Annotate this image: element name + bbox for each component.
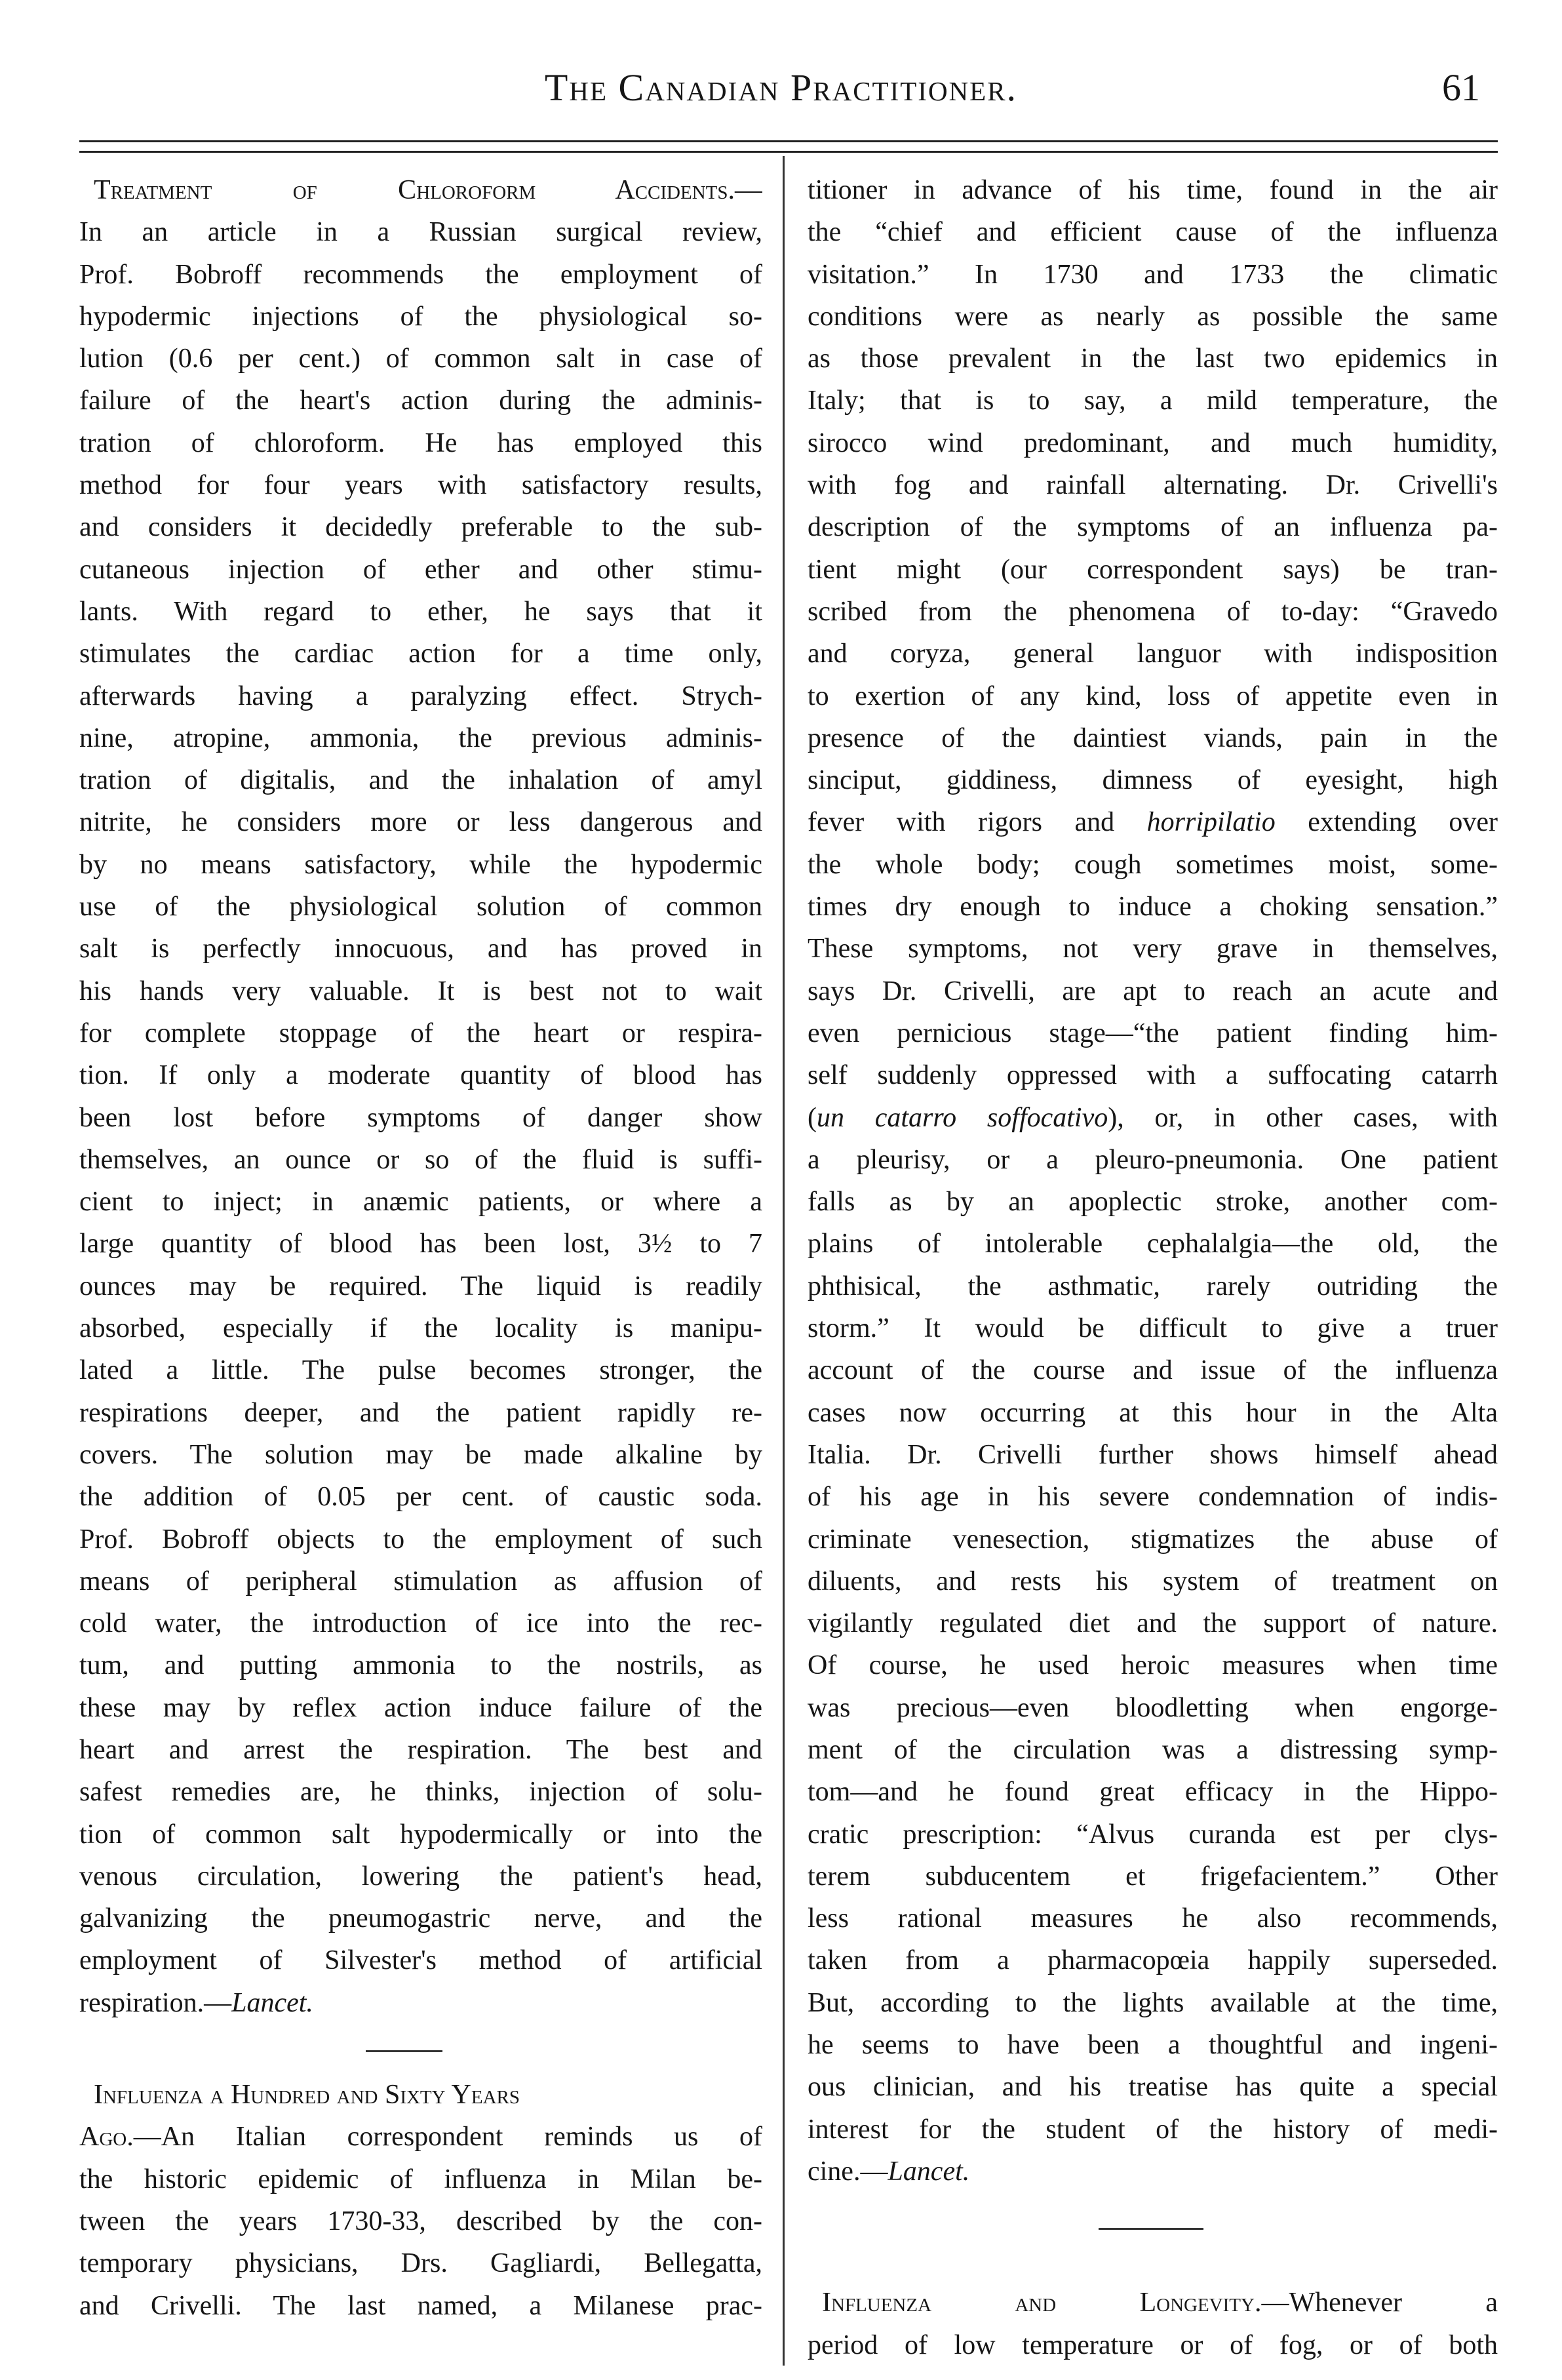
article-heading-line (79, 2074, 762, 2116)
text-line: tom—and he found great efficacy in the Hippo- (808, 1777, 1498, 1808)
italic-term: un catarro soffocativo (817, 1102, 1108, 1133)
article-heading: Influenza and Longevity. (822, 2288, 1262, 2318)
text-line: cold water, the introduction of ice into the rec- (79, 1608, 762, 1639)
text-line: tum, and putting ammonia to the nostrils, as (79, 1650, 762, 1681)
text-line: hypodermic injections of the physiological so- (79, 301, 762, 332)
text-line (79, 1982, 762, 2024)
text-line: These symptoms, not very grave in themselves, (808, 934, 1498, 964)
header-rule-bottom (79, 151, 1498, 153)
text-line: criminate venesection, stigmatizes the abuse of (808, 1524, 1498, 1555)
text-line: sirocco wind predominant, and much humidity, (808, 427, 1498, 458)
text-line (808, 801, 1498, 843)
text-line: tween the years 1730-33, described by the con- (79, 2206, 762, 2236)
text-line: terem subducentem et frigefacientem.” Other (808, 1861, 1498, 1892)
text-line: lated a little. The pulse becomes stronger, the (79, 1355, 762, 1386)
text-line (808, 2151, 1498, 2192)
text-line: Italy; that is to say, a mild temperature, the (808, 386, 1498, 416)
text-line: the “chief and efficient cause of the influenza (808, 217, 1498, 248)
text-line: In an article in a Russian surgical review, (79, 217, 762, 248)
text-line: these may by reflex action induce failure of the (79, 1692, 762, 1723)
article-body (808, 844, 1498, 1097)
text-line: tion of common salt hypodermically or into the (79, 1819, 762, 1850)
line-text: cine.— (808, 2156, 888, 2187)
text-line: ous clinician, and his treatise has quite a special (808, 2072, 1498, 2103)
article-body (79, 211, 762, 1981)
text-line: ounces may be required. The liquid is readily (79, 1271, 762, 1301)
line-text: —An Italian correspondent reminds us of (133, 2122, 762, 2152)
article-body (79, 2158, 762, 2327)
text-line: description of the symptoms of an influenza pa- (808, 512, 1498, 543)
text-line: says Dr. Crivelli, are apt to reach an acute and (808, 976, 1498, 1006)
text-line: nine, atropine, ammonia, the previous adminis- (79, 723, 762, 753)
text-line: method for four years with satisfactory results, (79, 470, 762, 501)
text-line: large quantity of blood has been lost, 3½ to 7 (79, 1229, 762, 1259)
text-line: phthisical, the asthmatic, rarely outriding the (808, 1271, 1498, 1301)
text-line: cient to inject; in anæmic patients, or where a (79, 1187, 762, 1218)
text-line: and Crivelli. The last named, a Milanese prac- (79, 2290, 762, 2321)
text-line: and considers it decidedly preferable to the sub- (79, 512, 762, 543)
text-line: cases now occurring at this hour in the Alta (808, 1397, 1498, 1428)
text-line: failure of the heart's action during the adminis- (79, 386, 762, 416)
text-line: temporary physicians, Drs. Gagliardi, Bellegatta, (79, 2248, 762, 2279)
text-line: the addition of 0.05 per cent. of caustic soda. (79, 1482, 762, 1513)
text-line: as those prevalent in the last two epidemics in (808, 344, 1498, 374)
text-line: safest remedies are, he thinks, injection of solu- (79, 1777, 762, 1808)
text-line: period of low temperature or of fog, or of both (808, 2330, 1498, 2360)
text-line: nitrite, he considers more or less dangerous and (79, 807, 762, 838)
text-line: conditions were as nearly as possible the same (808, 301, 1498, 332)
text-line: tient might (our correspondent says) be tran- (808, 554, 1498, 585)
text-line: with fog and rainfall alternating. Dr. Crivelli's (808, 470, 1498, 501)
text-line (808, 1097, 1498, 1139)
text-line: lution (0.6 per cent.) of common salt in case of (79, 344, 762, 374)
article-heading: Ago. (79, 2122, 134, 2152)
column-divider (783, 156, 785, 2366)
article-heading: Treatment of Chloroform Accidents.— (94, 175, 762, 205)
article-body (808, 169, 1498, 801)
text-line: Prof. Bobroff recommends the employment of (79, 259, 762, 290)
text-line: for complete stoppage of the heart or respira- (79, 1018, 762, 1048)
text-line: diluents, and rests his system of treatment on (808, 1566, 1498, 1597)
text-line: falls as by an apoplectic stroke, another com- (808, 1187, 1498, 1218)
text-line: themselves, an ounce or so of the fluid is suffi- (79, 1144, 762, 1175)
line-text: extending over (1275, 807, 1498, 838)
line-text: ), or, in other cases, with (1108, 1102, 1498, 1133)
text-line: a pleurisy, or a pleuro-pneumonia. One patient (808, 1144, 1498, 1175)
text-line: was precious—even bloodletting when engorge- (808, 1692, 1498, 1723)
article-heading-line (79, 169, 762, 211)
right-column (808, 169, 1498, 2366)
text-line: heart and arrest the respiration. The best and (79, 1734, 762, 1765)
text-line: he seems to have been a thoughtful and ingeni- (808, 2030, 1498, 2061)
text-line: ment of the circulation was a distressing symp- (808, 1734, 1498, 1765)
text-line: tion. If only a moderate quantity of blood has (79, 1060, 762, 1091)
text-line: scribed from the phenomena of to-day: “Gravedo (808, 596, 1498, 627)
text-line: absorbed, especially if the locality is manipu- (79, 1313, 762, 1344)
text-line: galvanizing the pneumogastric nerve, and the (79, 1903, 762, 1934)
text-line: means of peripheral stimulation as affusion of (79, 1566, 762, 1597)
text-line: plains of intolerable cephalalgia—the old, the (808, 1229, 1498, 1259)
text-line: tration of chloroform. He has employed this (79, 427, 762, 458)
text-line: employment of Silvester's method of artificial (79, 1945, 762, 1976)
text-line: of his age in his severe condemnation of indis- (808, 1482, 1498, 1513)
text-line: even pernicious stage—“the patient finding him- (808, 1018, 1498, 1048)
text-line: Prof. Bobroff objects to the employment of such (79, 1524, 762, 1555)
source-citation: Lancet. (888, 2156, 970, 2187)
line-text: —Whenever a (1261, 2288, 1498, 2318)
text-line: visitation.” In 1730 and 1733 the climatic (808, 259, 1498, 290)
left-column (79, 169, 762, 2327)
text-line (79, 2116, 762, 2158)
text-line: and coryza, general languor with indisposition (808, 639, 1498, 669)
italic-term: horripilatio (1146, 807, 1276, 838)
text-line: interest for the student of the history of medi- (808, 2114, 1498, 2145)
text-line: less rational measures he also recommends, (808, 1903, 1498, 1934)
text-line: afterwards having a paralyzing effect. Strych- (79, 681, 762, 711)
text-line: titioner in advance of his time, found in the air (808, 175, 1498, 205)
text-line: tration of digitalis, and the inhalation of amyl (79, 765, 762, 796)
text-line: been lost before symptoms of danger show (79, 1102, 762, 1133)
text-line: sinciput, giddiness, dimness of eyesight, high (808, 765, 1498, 796)
section-separator (1099, 2228, 1203, 2230)
text-line: the historic epidemic of influenza in Milan be- (79, 2164, 762, 2194)
line-text: fever with rigors and (808, 807, 1147, 838)
text-line: his hands very valuable. It is best not to wait (79, 976, 762, 1006)
text-line: cratic prescription: “Alvus curanda est per clys- (808, 1819, 1498, 1850)
text-line: But, according to the lights available at the time, (808, 1987, 1498, 2018)
text-line: the whole body; cough sometimes moist, some- (808, 849, 1498, 880)
text-line: taken from a pharmacopœia happily superseded. (808, 1945, 1498, 1976)
text-line: use of the physiological solution of common (79, 892, 762, 922)
text-line: to exertion of any kind, loss of appetite even in (808, 681, 1498, 711)
text-line: venous circulation, lowering the patient's head, (79, 1861, 762, 1892)
text-line: self suddenly oppressed with a suffocating catarrh (808, 1060, 1498, 1091)
section-separator (366, 2050, 442, 2052)
text-line: Italia. Dr. Crivelli further shows himself ahead (808, 1439, 1498, 1470)
header-rule-top (79, 140, 1498, 142)
article-heading-line (808, 2282, 1498, 2324)
running-head: The Canadian Practitioner. (544, 66, 1018, 109)
line-text: ( (808, 1102, 817, 1133)
article-body (808, 1139, 1498, 2151)
text-line: covers. The solution may be made alkaline by (79, 1439, 762, 1470)
text-line: salt is perfectly innocuous, and has proved in (79, 934, 762, 964)
text-line: account of the course and issue of the influenza (808, 1355, 1498, 1386)
source-citation: Lancet. (231, 1987, 313, 2018)
text-line: by no means satisfactory, while the hypodermic (79, 849, 762, 880)
text-line: stimulates the cardiac action for a time only, (79, 639, 762, 669)
article-body (808, 2324, 1498, 2366)
text-line: lants. With regard to ether, he says that it (79, 596, 762, 627)
article-heading: Influenza a Hundred and Sixty Years (94, 2080, 520, 2111)
text-line: Of course, he used heroic measures when time (808, 1650, 1498, 1681)
text-line: presence of the daintiest viands, pain in the (808, 723, 1498, 753)
text-line: cutaneous injection of ether and other stimu- (79, 554, 762, 585)
text-line: times dry enough to induce a choking sensation.” (808, 892, 1498, 922)
text-line: vigilantly regulated diet and the support of nature. (808, 1608, 1498, 1639)
line-text: respiration.— (79, 1987, 232, 2018)
text-line: storm.” It would be difficult to give a truer (808, 1313, 1498, 1344)
page-number: 61 (1442, 66, 1480, 109)
text-line: respirations deeper, and the patient rapidly re- (79, 1397, 762, 1428)
